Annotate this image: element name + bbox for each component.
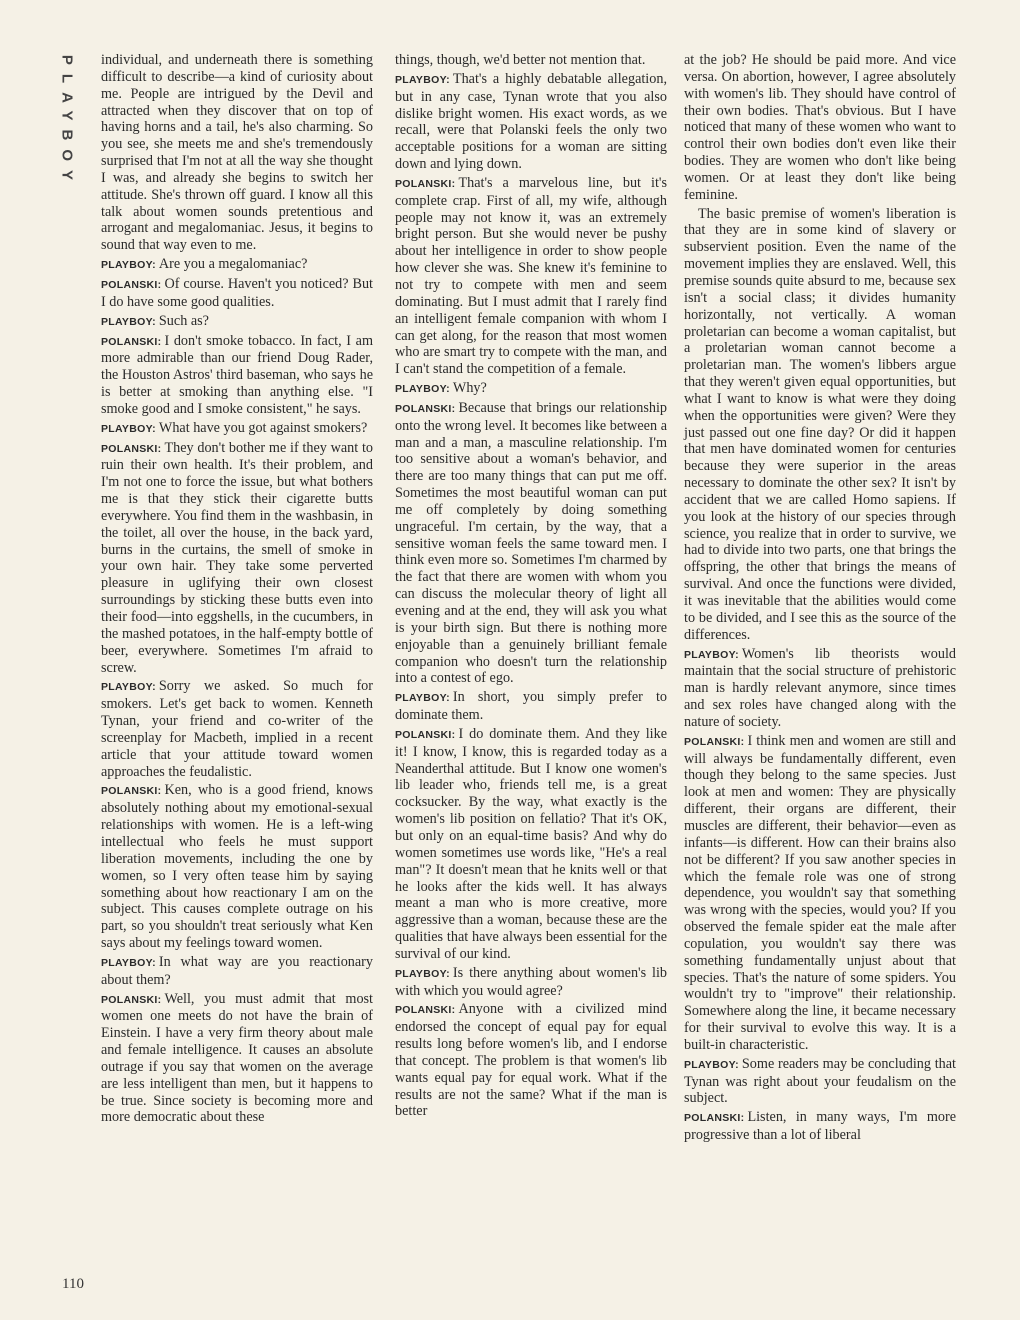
speaker-label: PLAYBOY:: [101, 956, 156, 969]
speaker-label: PLAYBOY:: [101, 259, 156, 272]
paragraph-text: Because that brings our relationship onto the wrong level. It becomes like between a man and a man, a masculine relationship. I'm too sensitive about a woman's behavior, and there are too many things that can put me off. Sometimes the most beautiful woman can put me off completely by doing something ungraceful. I'm certain, by the way, that a sensitive woman feels the same toward men. I think even more so. Sometimes I'm charmed by the fact that there are women with whom you can discuss the molecular theory of light all evening and at the end, they will ask you what is your birth sign. But there is nothing more enjoyable than a genuinely brilliant female companion who doesn't turn the relationship into a contest of ego.: [395, 399, 667, 687]
magazine-name-text: PLAYBOY: [58, 54, 76, 190]
speaker-label: PLAYBOY:: [684, 1058, 739, 1071]
speaker-label: POLANSKI:: [101, 442, 162, 455]
speaker-label: POLANSKI:: [395, 728, 456, 741]
interview-turn: [101, 276, 373, 311]
speaker-label: POLANSKI:: [101, 278, 162, 291]
paragraph-text: Some readers may be concluding that Tynan was right about your feudalism on the subject.: [684, 1055, 956, 1107]
paragraph-text: That's a marvelous line, but it's complete crap. First of all, my wife, although people may not know it, was an extremely bright person. But she would never be pushy about her intelligence in order to show people how clever she was. She knew it's feminine to not try to compete with men and seem dominating. But I must admit that I rarely find an intelligent female companion with whom I can get along, for the reason that most women who are smart try to compete with the man, and I can't stand the competition of a female.: [395, 174, 667, 378]
interview-turn: [395, 400, 667, 687]
interview-turn: [101, 991, 373, 1127]
paragraph-text: Of course. Haven't you noticed? But I do have some good qualities.: [101, 275, 373, 310]
interview-turn: [101, 440, 373, 677]
paragraph-text: things, though, we'd better not mention that.: [395, 52, 646, 68]
article-column-3: [684, 52, 956, 1146]
paragraph-text: What have you got against smokers?: [158, 419, 368, 436]
interview-turn: [684, 1056, 956, 1108]
paragraph-text: The basic premise of women's liberation is that they are in some kind of slavery or subservient position. Even the name of the movement implies they are enslaved. Well, this premise sounds quite absurd to me, because sex isn't a social class; it divides humanity horizontally, not vertically. A woman proletarian can become a woman capitalist, but a proletarian woman cannot become a proletarian man. The women's libbers argue that they weren't given equal opportunities, but what I want to know is what were they doing when the opportunities were given? Were they just passed out one fine day? Or did it happen that men have dominated women for centuries because they were superior in the areas necessary to dominate the other sex? It isn't by accident that we are called Homo sapiens. If you look at the history of our species through science, you realize that in order to survive, we had to divide into two parts, one that brings the offspring, the other that brings the means of survival. And once the functions were divided, it was inevitable that the abilities would come to be divided, and I see this as the source of the differences.: [684, 205, 956, 643]
speaker-label: POLANSKI:: [101, 785, 162, 798]
paragraph-text: I think men and women are still and will always be fundamentally different, even though they belong to the same species. Just look at men and women: They are physically different, their organs are different, their muscles are different, their behavior—even as infants—is different. How can their brains also not be different? If you saw another species in which the female role was one of strong dependence, you wouldn't say that something was wrong with the species, would you? If you observed the female spider eat the male after copulation, you wouldn't say there was something fundamentally unjust about that species. That's the nature of some spiders. You wouldn't try to "improve" their relationship. Somewhere along the line, it became necessary for their survival to evolve this way. It is a built-in characteristic.: [684, 732, 956, 1053]
paragraph-text: That's a highly debatable allegation, but in any case, Tynan wrote that you also dislike bright women. His exact words, as we recall, were that Polanski feels the only two acceptable positions for a woman are sitting down and lying down.: [395, 70, 667, 173]
speaker-label: PLAYBOY:: [101, 681, 156, 694]
paragraph-text: Is there anything about women's lib with which you would agree?: [395, 964, 667, 999]
interview-turn: [395, 689, 667, 724]
paragraph-text: Women's lib theorists would maintain that the social structure of prehistoric man is hardly relevant anymore, since times and sex roles have changed along with the nature of society.: [684, 645, 956, 730]
paragraph-text: I don't smoke tobacco. In fact, I am more admirable than our friend Doug Rader, the Houston Astros' third baseman, who says he is better at smoking than anything else. "I smoke good and I smoke consistent," he says.: [101, 332, 373, 417]
body-paragraph: [684, 52, 956, 204]
interview-turn: [395, 175, 667, 378]
interview-turn: [101, 782, 373, 951]
speaker-label: POLANSKI:: [684, 735, 745, 748]
interview-turn: [101, 333, 373, 418]
interview-turn: [395, 726, 667, 963]
paragraph-text: Why?: [452, 380, 487, 397]
body-paragraph: [684, 206, 956, 644]
paragraph-text: individual, and underneath there is something difficult to describe—a kind of curiosity about me. People are intrigued by the Devil and attracted when they discover that on top of having horns and a tail, he's also charming. So you see, she meets me and she's tremendously surprised that I'm not at all the way she thought I was, and already she begins to switch her attitude. She's thrown off guard. I know all this talk about women sounds pretentious and arrogant and megalomaniac. Jesus, it begins to sound that way even to me.: [101, 52, 373, 254]
speaker-label: PLAYBOY:: [684, 648, 739, 661]
paragraph-text: In what way are you reactionary about them?: [101, 953, 373, 988]
paragraph-text: Ken, who is a good friend, knows absolutely nothing about my emotional-sexual relationships with women. He is a left-wing intellectual who feels he must support liberation movements, including the one by women, so I very often tease him by saying something about how reactionary I am on the subject. This causes complete outrage on his part, so you shouldn't treat seriously what Ken says about my feelings toward women.: [101, 782, 373, 952]
speaker-label: POLANSKI:: [684, 1112, 745, 1125]
speaker-label: PLAYBOY:: [395, 383, 450, 396]
interview-turn: [395, 1001, 667, 1120]
speaker-label: PLAYBOY:: [395, 967, 450, 980]
paragraph-text: at the job? He should be paid more. And vice versa. On abortion, however, I agree absolutely with women's lib. They should have control of their own bodies. That's obvious. But I have noticed that many of these women who want to control their own bodies don't even like their bodies. They are women who don't like being women. Or at least they don't like being feminine.: [684, 52, 956, 203]
interview-turn: [684, 1109, 956, 1144]
interview-turn: [684, 646, 956, 731]
paragraph-text: I do dominate them. And they like it! I know, I know, this is regarded today as a Neanderthal attitude. But I know one women's lib leader who, friends tell me, is a great cocksucker. By the way, what exactly is the women's lib position on fellatio? That it's OK, but only on an equal-time basis? And why do women sometimes use words like, "He's a real man"? It doesn't mean that he knits well or that he looks after the kids well. It has always meant a man who is more creative, more aggressive than a woman, because these are the qualities that have always been essential for the survival of our kind.: [395, 725, 667, 962]
paragraph-text: In short, you simply prefer to dominate them.: [395, 689, 667, 724]
speaker-label: PLAYBOY:: [101, 422, 156, 435]
body-paragraph: [101, 52, 373, 254]
interview-turn: [101, 678, 373, 780]
interview-turn: [395, 965, 667, 1000]
article-column-1: [101, 52, 373, 1128]
speaker-label: POLANSKI:: [395, 402, 456, 415]
article-column-2: [395, 52, 667, 1122]
speaker-label: POLANSKI:: [101, 993, 162, 1006]
interview-turn: [101, 256, 373, 274]
interview-turn: [101, 313, 373, 331]
magazine-name-vertical: [52, 52, 82, 192]
paragraph-text: Listen, in many ways, I'm more progressive than a lot of liberal: [684, 1109, 956, 1144]
speaker-label: POLANSKI:: [395, 1004, 456, 1017]
speaker-label: PLAYBOY:: [395, 73, 450, 86]
interview-turn: [684, 733, 956, 1054]
interview-turn: [101, 420, 373, 438]
paragraph-text: They don't bother me if they want to ruin their own health. It's their problem, and I'm not one to force the issue, but what bothers me is that they stick their cigarette butts everywhere. You find them in the washbasin, in the toilet, all over the house, in the back yard, burns in the curtains, the smell of smoke in your own hair. They take some perverted pleasure in uglifying their own closest surroundings by sticking these butts even into their food—into eggshells, in the cucumbers, in the mashed potatoes, in the half-empty bottle of beer, everywhere. Sometimes I'm afraid to screw.: [101, 439, 373, 676]
speaker-label: PLAYBOY:: [101, 315, 156, 328]
interview-turn: [101, 954, 373, 989]
paragraph-text: Anyone with a civilized mind endorsed the concept of equal pay for equal results long before women's lib, and I endorse that concept. The problem is that women's lib wants equal pay for equal work. What if the results are not the same? What if the man is better: [395, 1001, 667, 1120]
speaker-label: PLAYBOY:: [395, 692, 450, 705]
page-number: 110: [62, 1276, 84, 1292]
interview-turn: [395, 380, 667, 398]
paragraph-text: Well, you must admit that most women one meets do not have the brain of Einstein. I have a very firm theory about male and female intelligence. It causes an absolute outrage if you say that women on the average are less intelligent than men, but it happens to be true. Since society is becoming more and more democratic about these: [101, 990, 373, 1126]
body-paragraph: [395, 52, 667, 69]
paragraph-text: Are you a megalomaniac?: [158, 256, 308, 273]
interview-turn: [395, 71, 667, 173]
speaker-label: POLANSKI:: [395, 177, 456, 190]
paragraph-text: Such as?: [158, 312, 209, 329]
speaker-label: POLANSKI:: [101, 335, 162, 348]
paragraph-text: Sorry we asked. So much for smokers. Let's get back to women. Kenneth Tynan, your friend and co-writer of the screenplay for Macbeth, implied in a recent article that your attitude toward women approaches the feudalistic.: [101, 678, 373, 780]
